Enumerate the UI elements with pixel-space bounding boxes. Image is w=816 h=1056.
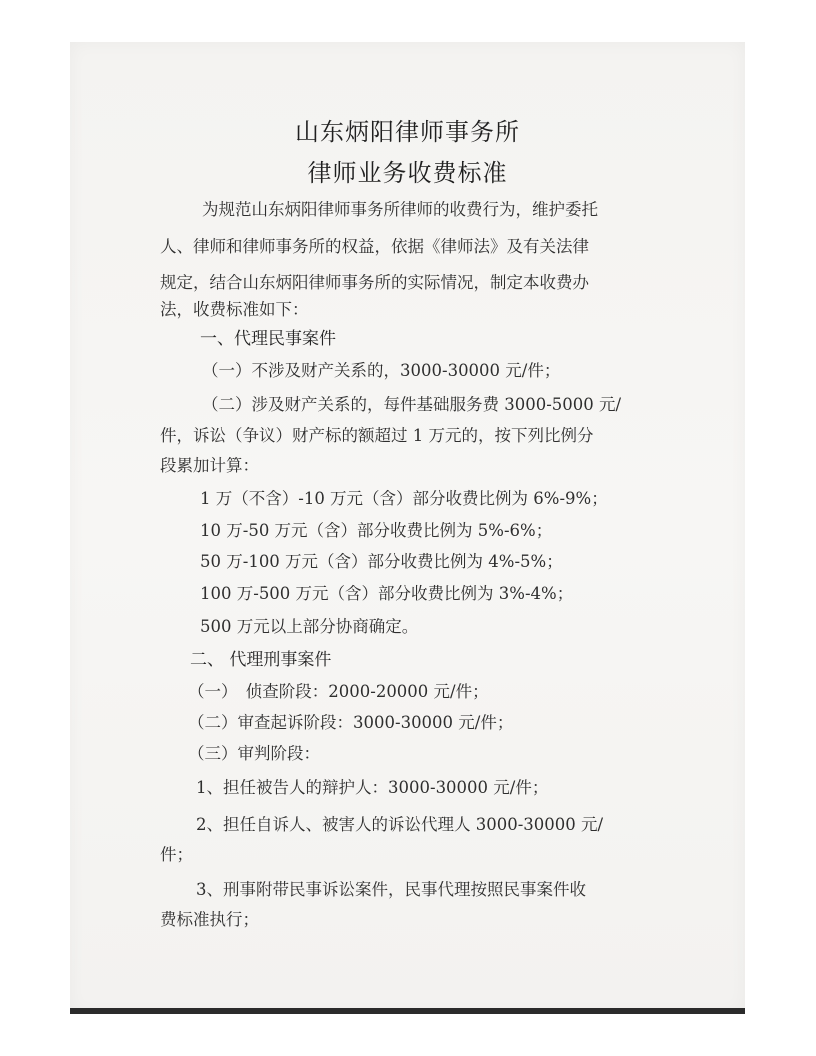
intro-line-2: 人、律师和律师事务所的权益，依据《律师法》及有关法律 (160, 237, 589, 256)
trial-item-3-line-1: 3、刑事附带民事诉讼案件，民事代理按照民事案件收 (196, 880, 586, 899)
civil-item-1: （一）不涉及财产关系的，3000-30000 元/件； (202, 361, 561, 380)
trial-item-2-line-1: 2、担任自诉人、被害人的诉讼代理人 3000-30000 元/ (196, 815, 604, 834)
criminal-stage-trial: （三）审判阶段： (188, 744, 320, 763)
civil-item-2-line-2: 件，诉讼（争议）财产标的额超过 1 万元的，按下列比例分 (160, 426, 594, 445)
criminal-stage-prosecution-review: （二）审查起诉阶段：3000-30000 元/件； (188, 713, 514, 732)
civil-item-2-line-1: （二）涉及财产关系的，每件基础服务费 3000-5000 元/ (202, 395, 622, 414)
trial-item-1: 1、担任被告人的辩护人：3000-30000 元/件； (196, 778, 549, 797)
civil-tier-5: 500 万元以上部分协商确定。 (200, 617, 419, 636)
civil-tier-1: 1 万（不含）-10 万元（含）部分收费比例为 6%-9%； (200, 489, 608, 508)
section-civil-heading: 一、代理民事案件 (200, 329, 336, 349)
civil-tier-2: 10 万-50 万元（含）部分收费比例为 5%-6%； (200, 521, 553, 540)
intro-line-4: 法，收费标准如下： (160, 300, 309, 319)
section-criminal-heading: 二、 代理刑事案件 (190, 650, 332, 670)
civil-tier-3: 50 万-100 万元（含）部分收费比例为 4%-5%； (200, 552, 563, 571)
intro-line-1: 为规范山东炳阳律师事务所律师的收费行为，维护委托 (202, 200, 598, 219)
civil-tier-4: 100 万-500 万元（含）部分收费比例为 3%-4%； (200, 584, 574, 603)
document-title-firm: 山东炳阳律师事务所 (295, 118, 520, 146)
sheet-bottom-edge (70, 1008, 745, 1014)
intro-line-3: 规定，结合山东炳阳律师事务所的实际情况，制定本收费办 (160, 273, 589, 292)
trial-item-2-line-2: 件； (160, 845, 193, 864)
civil-item-2-line-3: 段累加计算： (160, 456, 259, 475)
criminal-stage-investigation: （一） 侦查阶段：2000-20000 元/件； (188, 682, 489, 701)
trial-item-3-line-2: 费标准执行； (160, 910, 259, 929)
document-title-subject: 律师业务收费标准 (307, 159, 508, 187)
